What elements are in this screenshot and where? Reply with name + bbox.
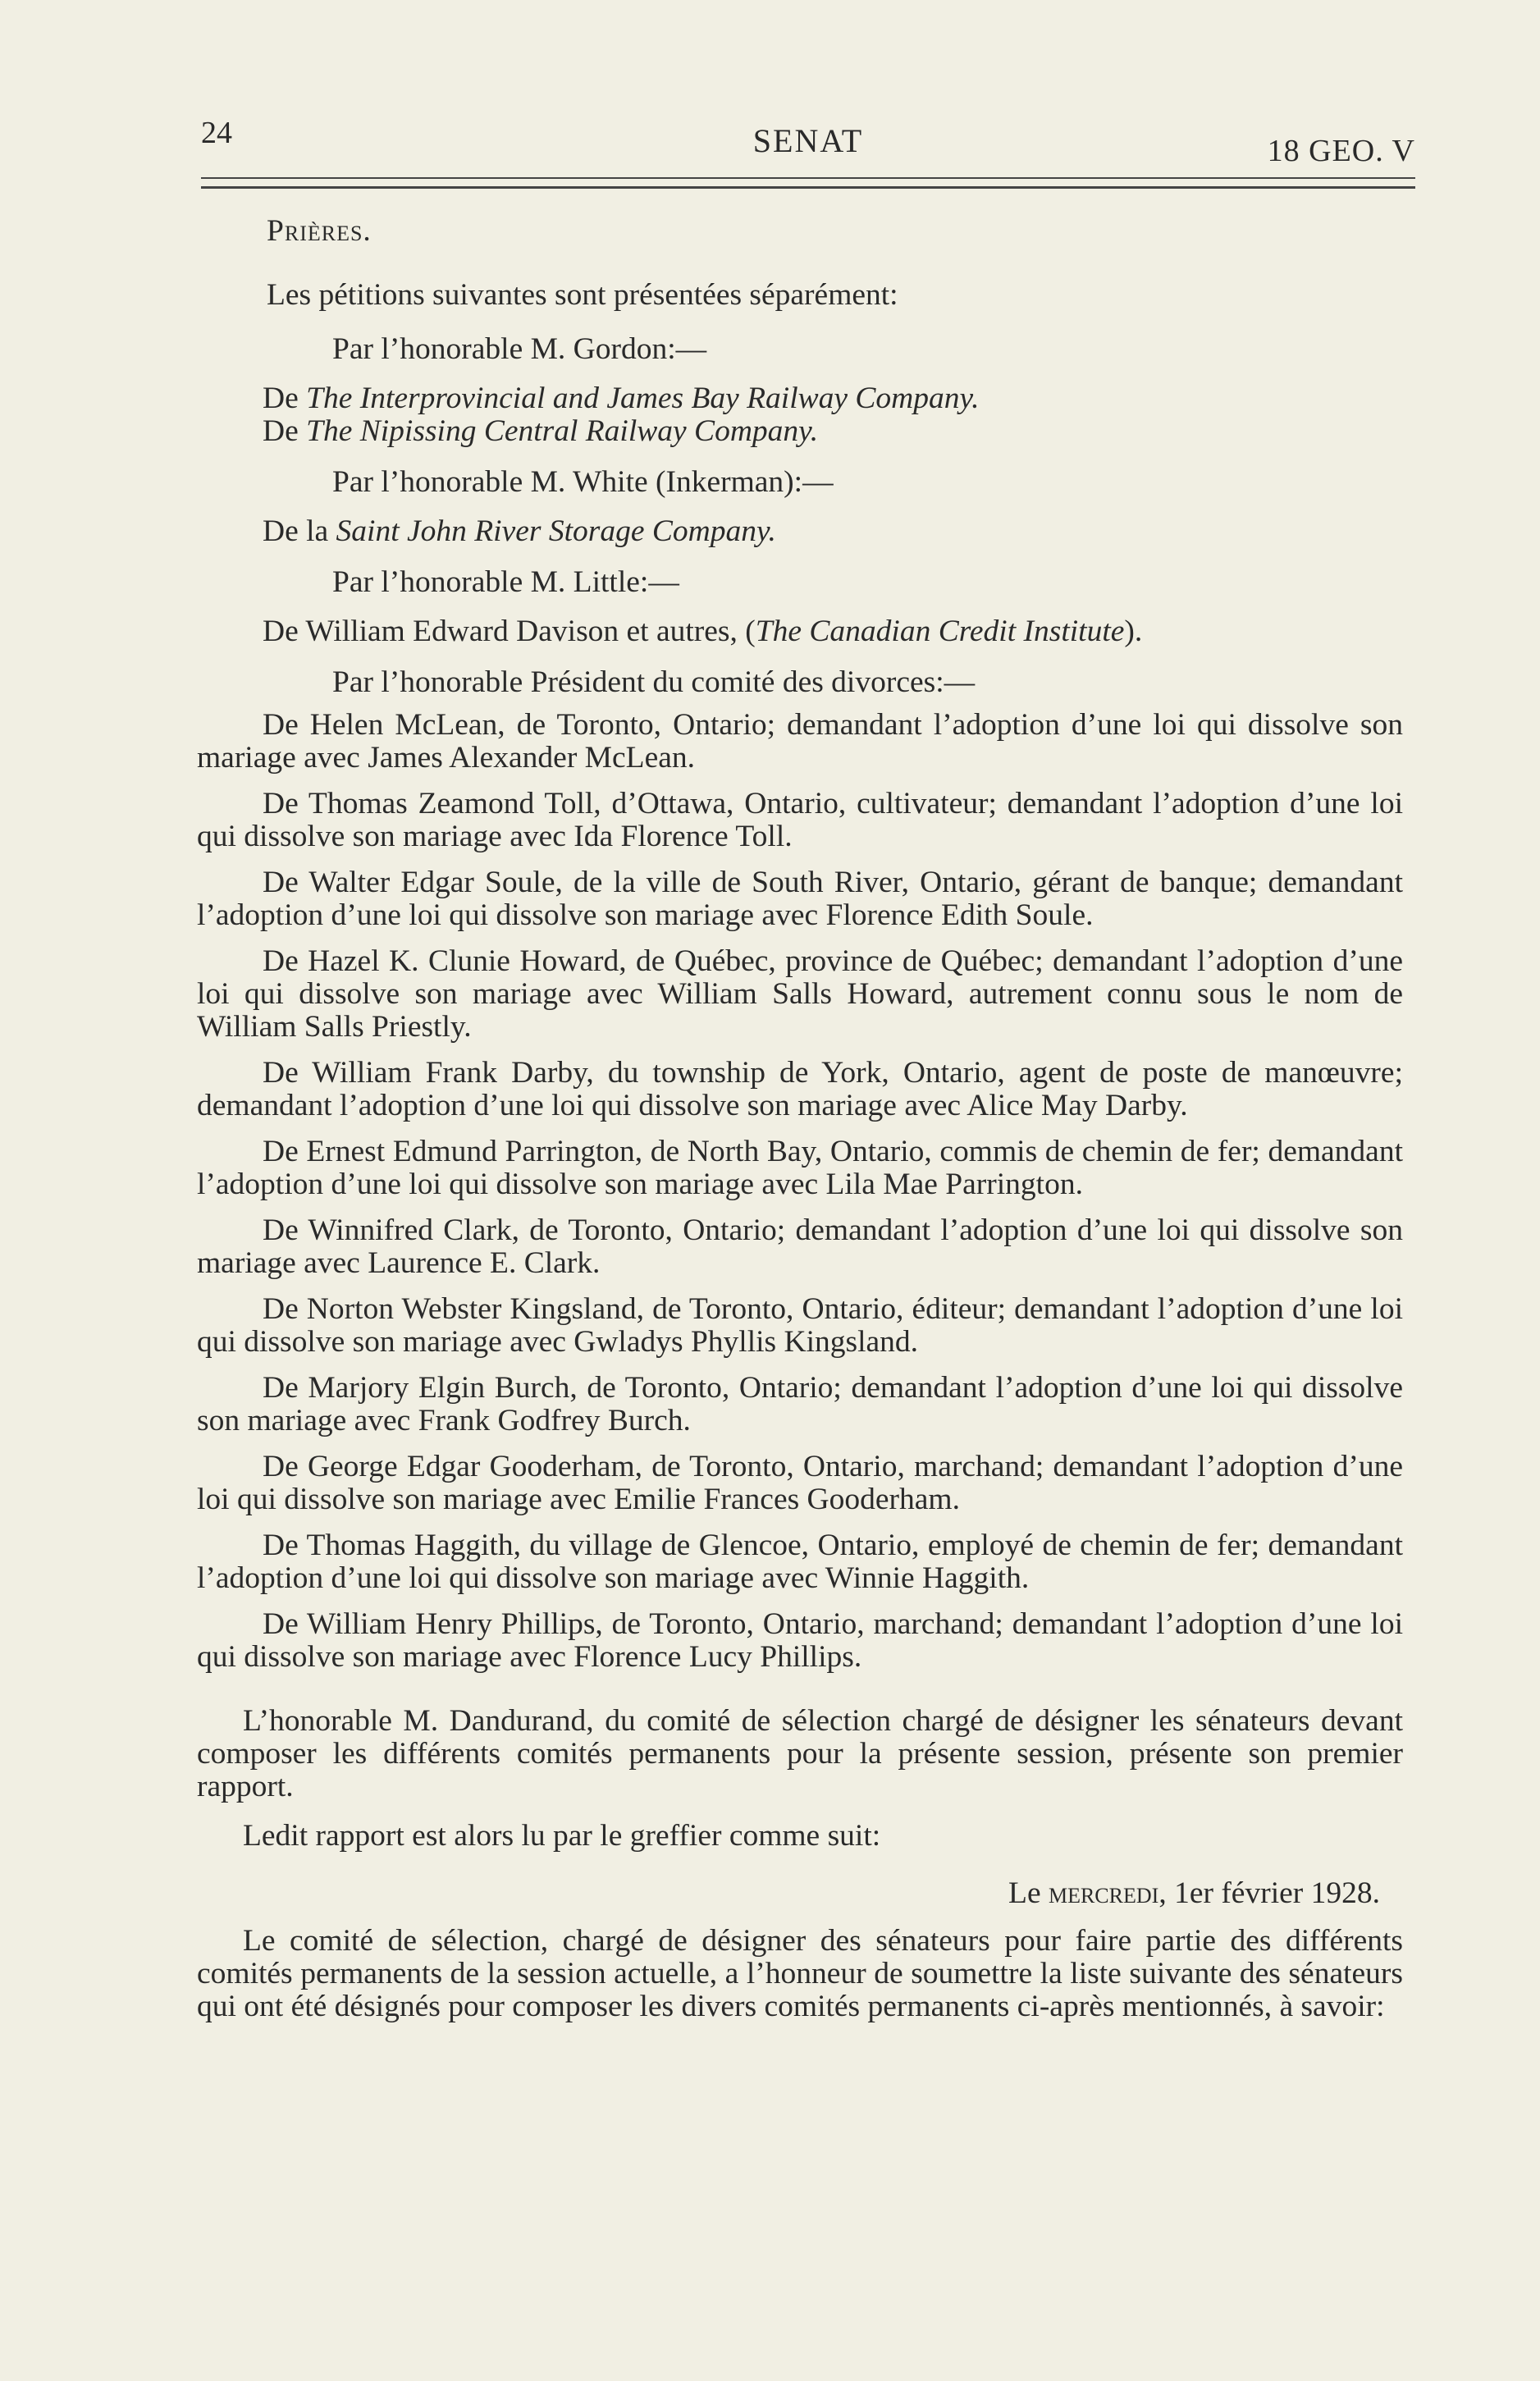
header-year: 18 GEO. V	[1267, 134, 1415, 168]
report-read-line: Ledit rapport est alors lu par le greffier comme suit:	[243, 1819, 881, 1853]
petitioner-line	[197, 515, 1403, 548]
divorce-petition: De Winnifred Clark, de Toronto, Ontario; demandant l’adoption d’une loi qui dissolve son mariage avec Laurence E. Clark.	[197, 1213, 1403, 1280]
date-weekday: mercredi	[1048, 1876, 1159, 1910]
date-rest: , 1er février 1928.	[1158, 1876, 1380, 1910]
divorce-petition: De William Henry Phillips, de Toronto, Ontario, marchand; demandant l’adoption d’une loi qui dissolve son mariage avec Florence Lucy Phillips.	[197, 1607, 1403, 1674]
section-label: Prières.	[267, 214, 372, 248]
divorce-petition: De Walter Edgar Soule, de la ville de South River, Ontario, gérant de banque; demandant l’adoption d’une loi qui dissolve son mariage avec Florence Edith Soule.	[197, 866, 1403, 932]
petitioner-line	[197, 382, 1403, 415]
presenter-line: Par l’honorable M. White (Inkerman):—	[332, 465, 834, 499]
divorce-committee-line: Par l’honorable Président du comité des divorces:—	[332, 665, 976, 699]
running-header	[201, 115, 1415, 172]
header-rule-double	[201, 186, 1415, 189]
petitioner-suffix: ).	[1124, 615, 1143, 648]
petitioner-name: The Canadian Credit Institute	[755, 615, 1125, 648]
header-title: SENAT	[752, 122, 864, 159]
divorce-petition: De Helen McLean, de Toronto, Ontario; demandant l’adoption d’une loi qui dissolve son mariage avec James Alexander McLean.	[197, 708, 1403, 775]
petitioner-prefix: De	[263, 414, 307, 448]
report-presentation: L’honorable M. Dandurand, du comité de sélection chargé de désigner les sénateurs devant composer les différents comités permanents pour la présente session, présente son premier rapport.	[197, 1704, 1403, 1803]
petitioner-prefix: De William Edward Davison et autres, (	[263, 615, 756, 648]
petitioner-name: Saint John River Storage Company.	[336, 514, 776, 548]
divorce-petition: De William Frank Darby, du township de York, Ontario, agent de poste de manœuvre; demandant l’adoption d’une loi qui dissolve son mariage avec Alice May Darby.	[197, 1056, 1403, 1122]
presenter-line: Par l’honorable M. Little:—	[332, 565, 679, 599]
divorce-petition: De Marjory Elgin Burch, de Toronto, Ontario; demandant l’adoption d’une loi qui dissolve son mariage avec Frank Godfrey Burch.	[197, 1371, 1403, 1437]
page-number: 24	[201, 116, 232, 150]
page-body	[197, 215, 1403, 2040]
petitions-intro: Les pétitions suivantes sont présentées séparément:	[267, 278, 898, 312]
petitioner-name: The Nipissing Central Railway Company.	[306, 414, 819, 448]
divorce-petition: De Thomas Zeamond Toll, d’Ottawa, Ontario, cultivateur; demandant l’adoption d’une loi qui dissolve son mariage avec Ida Florence Toll.	[197, 787, 1403, 853]
presenter-line: Par l’honorable M. Gordon:—	[332, 332, 707, 366]
divorce-petition: De Norton Webster Kingsland, de Toronto, Ontario, éditeur; demandant l’adoption d’une loi qui dissolve son mariage avec Gwladys Phyllis Kingsland.	[197, 1292, 1403, 1359]
petition-group	[197, 466, 1403, 548]
petition-group	[197, 333, 1403, 448]
petition-group	[197, 566, 1403, 648]
report-text: Le comité de sélection, chargé de désigner des sénateurs pour faire partie des différents comités permanents de la session actuelle, a l’honneur de soumettre la liste suivante des sénateurs qui ont été désignés pour composer les divers comités permanents ci-après mentionnés, à savoir:	[197, 1924, 1403, 2023]
petitioner-prefix: De	[263, 382, 307, 415]
petitioner-line	[197, 615, 1403, 648]
divorce-petition: De Ernest Edmund Parrington, de North Bay, Ontario, commis de chemin de fer; demandant l’adoption d’une loi qui dissolve son mariage avec Lila Mae Parrington.	[197, 1135, 1403, 1201]
report-date	[197, 1877, 1380, 1910]
divorce-petition: De George Edgar Gooderham, de Toronto, Ontario, marchand; demandant l’adoption d’une loi qui dissolve son mariage avec Emilie Frances Gooderham.	[197, 1450, 1403, 1516]
petitioner-line	[197, 415, 1403, 448]
divorce-petition: De Thomas Haggith, du village de Glencoe, Ontario, employé de chemin de fer; demandant l’adoption d’une loi qui dissolve son mariage avec Winnie Haggith.	[197, 1529, 1403, 1595]
divorce-petition: De Hazel K. Clunie Howard, de Québec, province de Québec; demandant l’adoption d’une loi qui dissolve son mariage avec William Salls Howard, autrement connu sous le nom de William Salls Priestly.	[197, 944, 1403, 1044]
header-rule	[201, 177, 1415, 179]
petitioner-name: The Interprovincial and James Bay Railway Company.	[306, 382, 980, 415]
date-prefix: Le	[1008, 1876, 1049, 1910]
petitioner-prefix: De la	[263, 514, 336, 548]
